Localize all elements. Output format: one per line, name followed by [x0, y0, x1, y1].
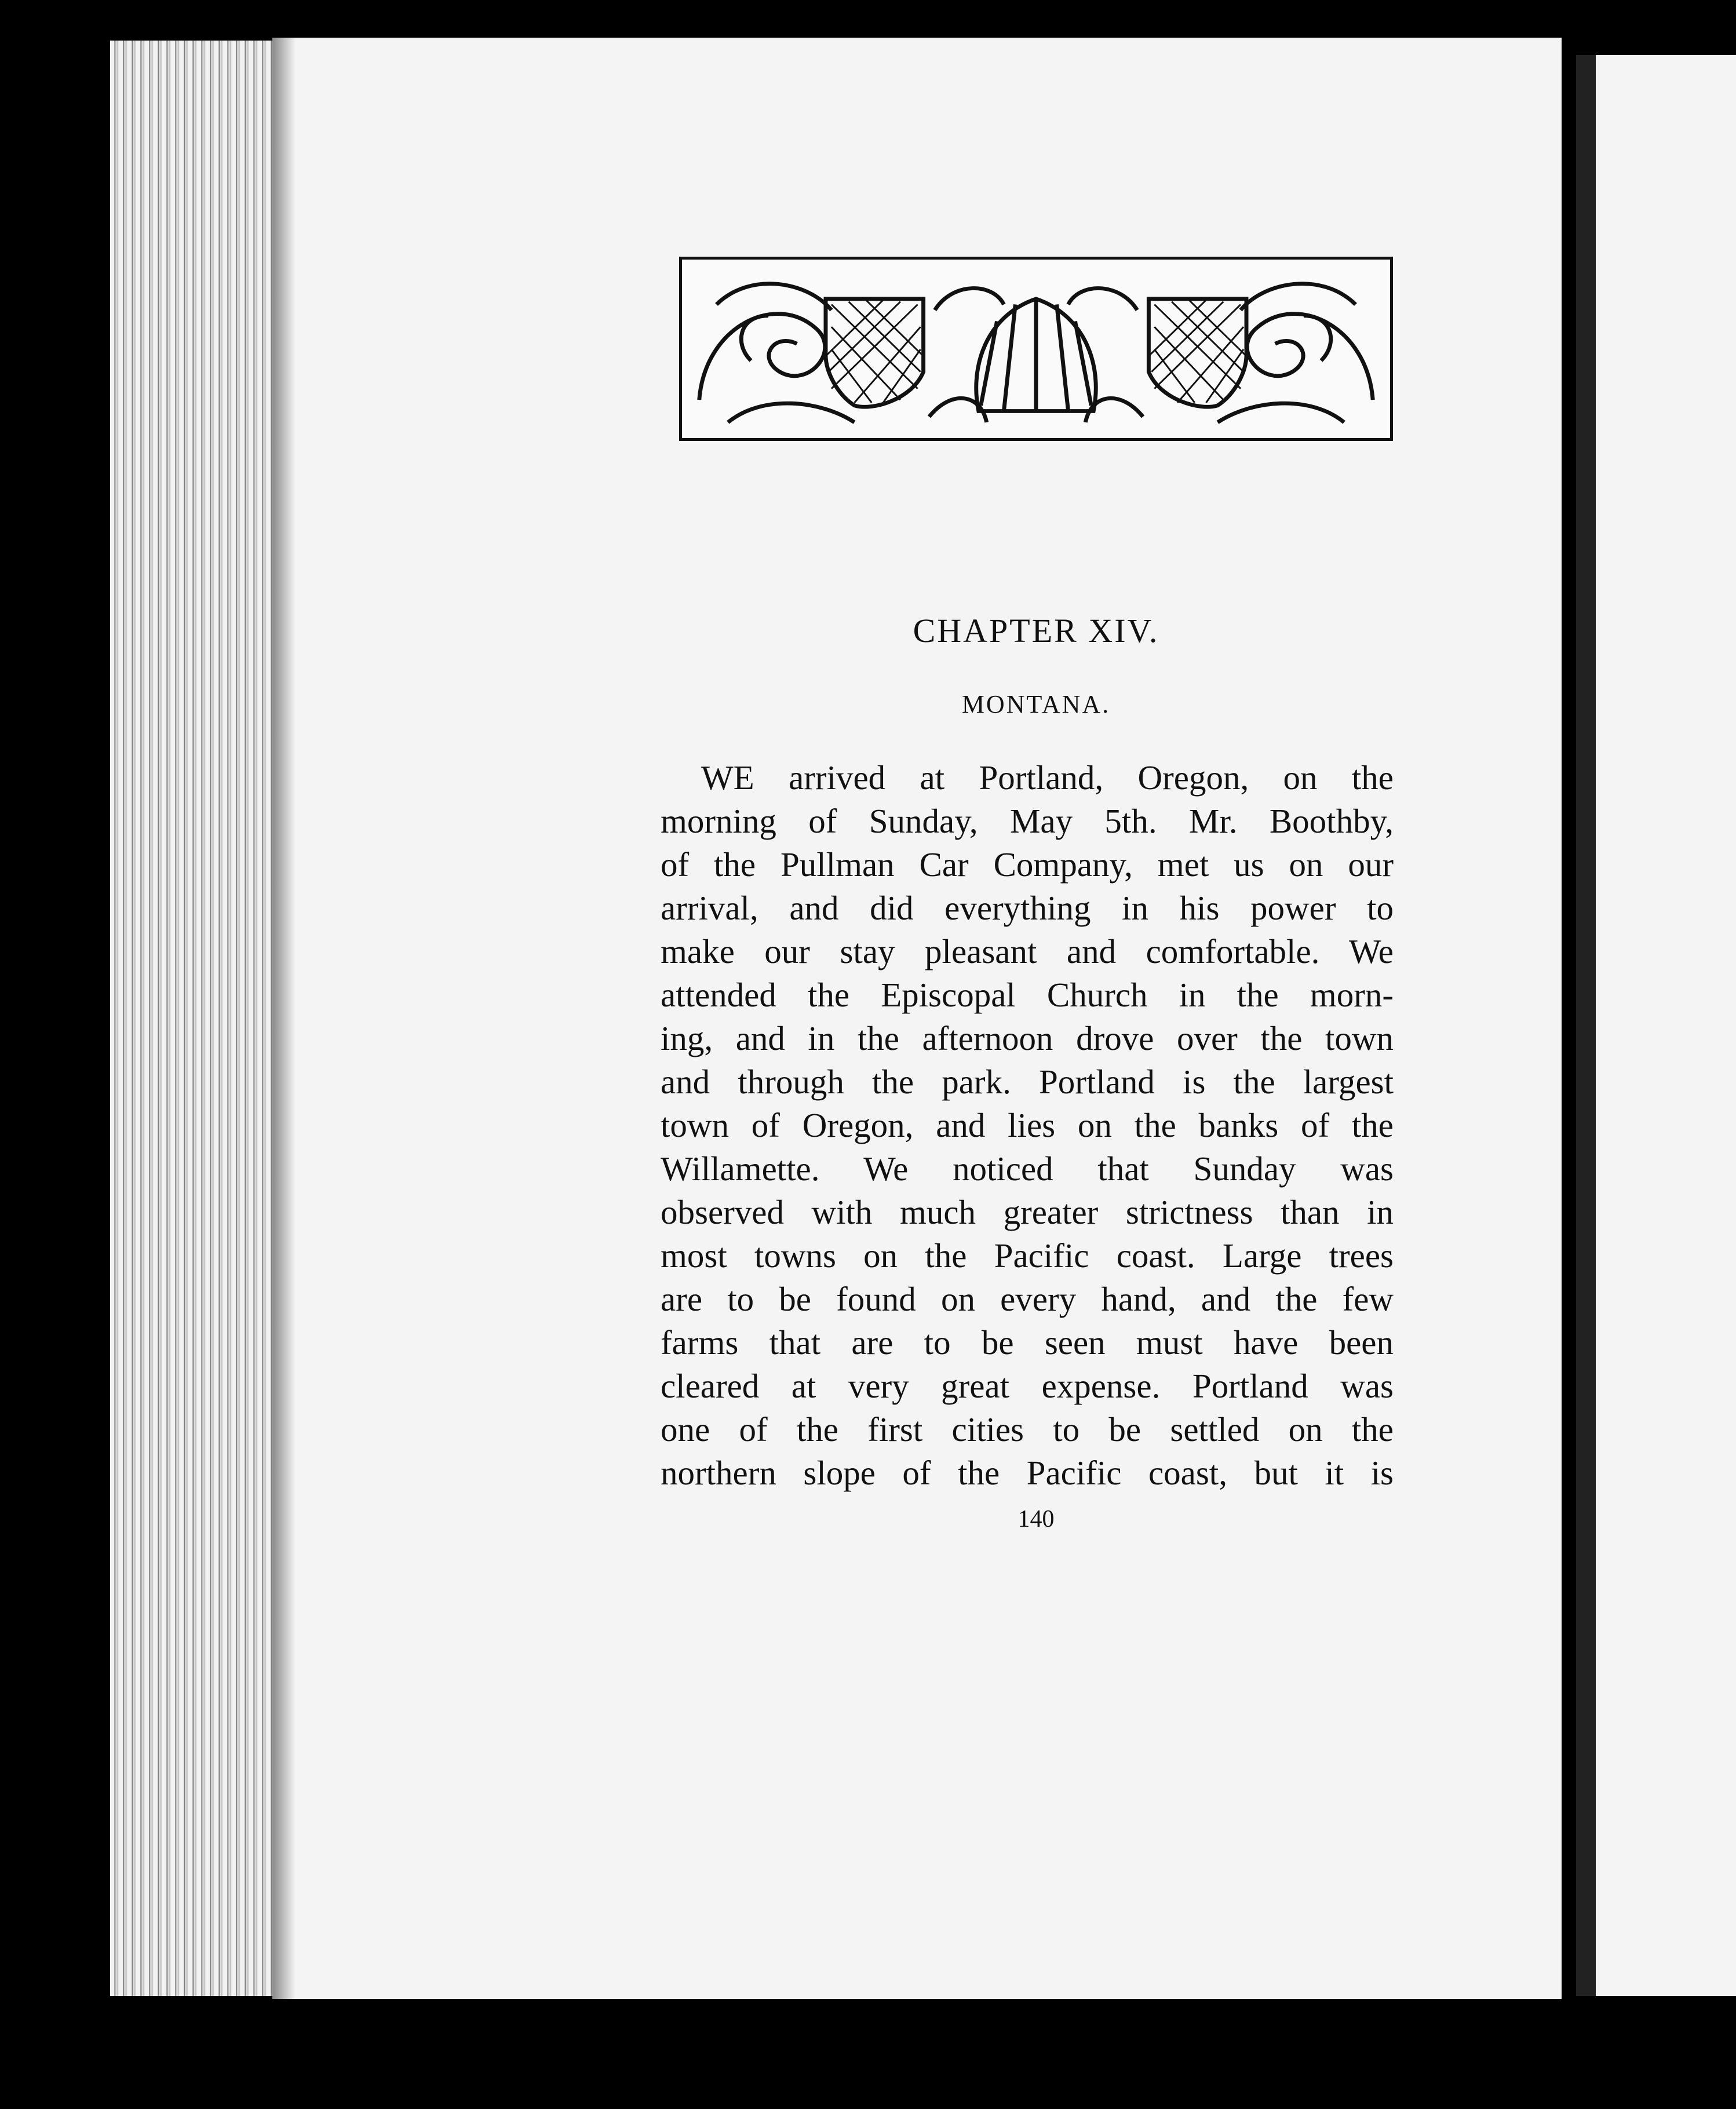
- body-text: [661, 756, 1394, 1495]
- text-line: town of Oregon, and lies on the banks of the: [661, 1106, 1394, 1144]
- text-line: farms that are to be seen must have been: [661, 1323, 1394, 1362]
- facing-page-edge: [1576, 55, 1736, 1996]
- text-line: observed with much greater strictness than in: [661, 1193, 1394, 1231]
- text-line: WE arrived at Portland, Oregon, on the: [701, 758, 1394, 797]
- text-line: ing, and in the afternoon drove over the town: [661, 1019, 1394, 1057]
- text-line: attended the Episcopal Church in the morn-: [661, 976, 1394, 1014]
- text-line: of the Pullman Car Company, met us on our: [661, 845, 1394, 884]
- text-line: Willamette. We noticed that Sunday was: [661, 1150, 1394, 1188]
- decorative-headpiece: [679, 257, 1393, 441]
- ornament-scrollwork-icon: [682, 260, 1390, 438]
- text-line: most towns on the Pacific coast. Large trees: [661, 1236, 1394, 1275]
- text-line: cleared at very great expense. Portland was: [661, 1367, 1394, 1405]
- page-number: 140: [1017, 1506, 1055, 1533]
- text-line: morning of Sunday, May 5th. Mr. Boothby,: [661, 802, 1394, 840]
- chapter-subtitle: MONTANA.: [961, 690, 1111, 718]
- text-line: are to be found on every hand, and the few: [661, 1280, 1394, 1318]
- text-line: northern slope of the Pacific coast, but it is: [661, 1454, 1394, 1492]
- page-gutter-shadow: [272, 38, 296, 1999]
- chapter-title: CHAPTER XIV.: [913, 612, 1159, 650]
- text-line: make our stay pleasant and comfortable. We: [661, 932, 1394, 970]
- book-page-edges: [110, 41, 284, 1996]
- text-line: one of the first cities to be settled on the: [661, 1410, 1394, 1448]
- text-line: arrival, and did everything in his power to: [661, 889, 1394, 927]
- text-line: and through the park. Portland is the largest: [661, 1063, 1394, 1101]
